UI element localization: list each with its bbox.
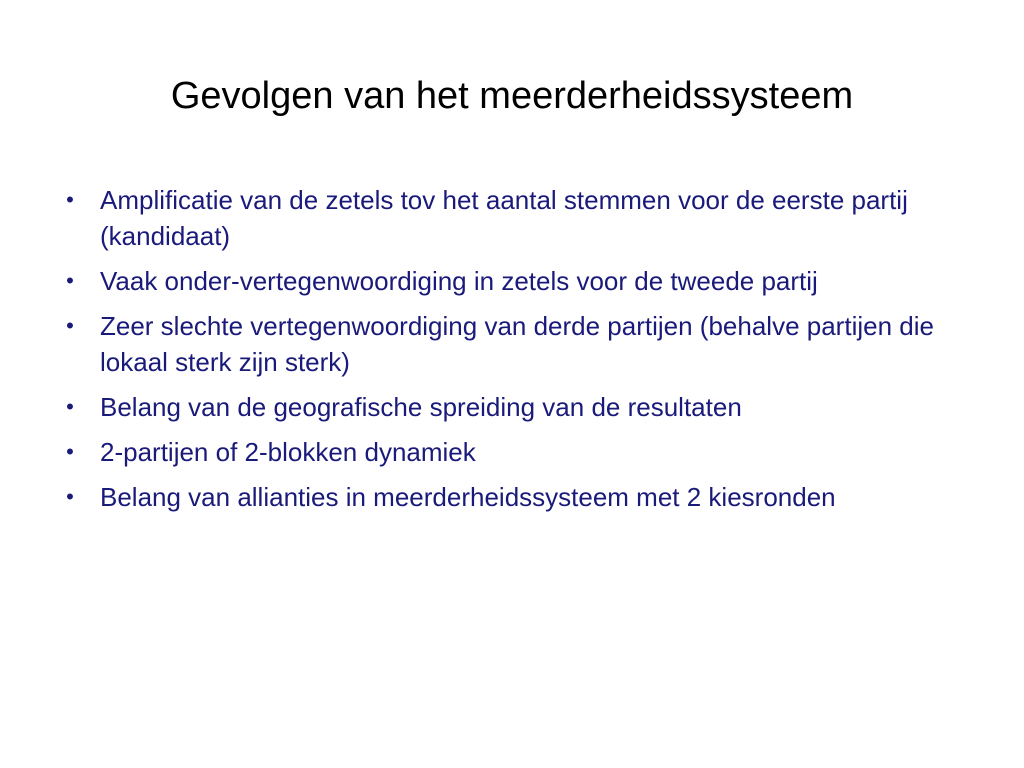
bullet-item	[60, 308, 960, 380]
bullet-icon: •	[66, 313, 74, 338]
bullet-icon: •	[66, 187, 74, 212]
bullet-text: Vaak onder-vertegenwoordiging in zetels voor de tweede partij	[100, 266, 818, 296]
bullet-list	[60, 182, 960, 524]
bullet-icon: •	[66, 268, 74, 293]
slide-title: Gevolgen van het meerderheidssysteem	[170, 75, 854, 117]
bullet-text: Belang van allianties in meerderheidssysteem met 2 kiesronden	[100, 482, 836, 512]
bullet-text: 2-partijen of 2-blokken dynamiek	[100, 437, 476, 467]
bullet-item	[60, 389, 960, 425]
bullet-item	[60, 434, 960, 470]
bullet-text: Zeer slechte vertegenwoordiging van derde partijen (behalve partijen die lokaal sterk zijn sterk)	[100, 311, 934, 377]
bullet-icon: •	[66, 439, 74, 464]
bullet-icon: •	[66, 394, 74, 419]
bullet-item	[60, 479, 960, 515]
bullet-item	[60, 182, 960, 254]
bullet-text: Amplificatie van de zetels tov het aantal stemmen voor de eerste partij (kandidaat)	[100, 185, 908, 251]
bullet-item	[60, 263, 960, 299]
bullet-text: Belang van de geografische spreiding van de resultaten	[100, 392, 742, 422]
bullet-icon: •	[66, 484, 74, 509]
